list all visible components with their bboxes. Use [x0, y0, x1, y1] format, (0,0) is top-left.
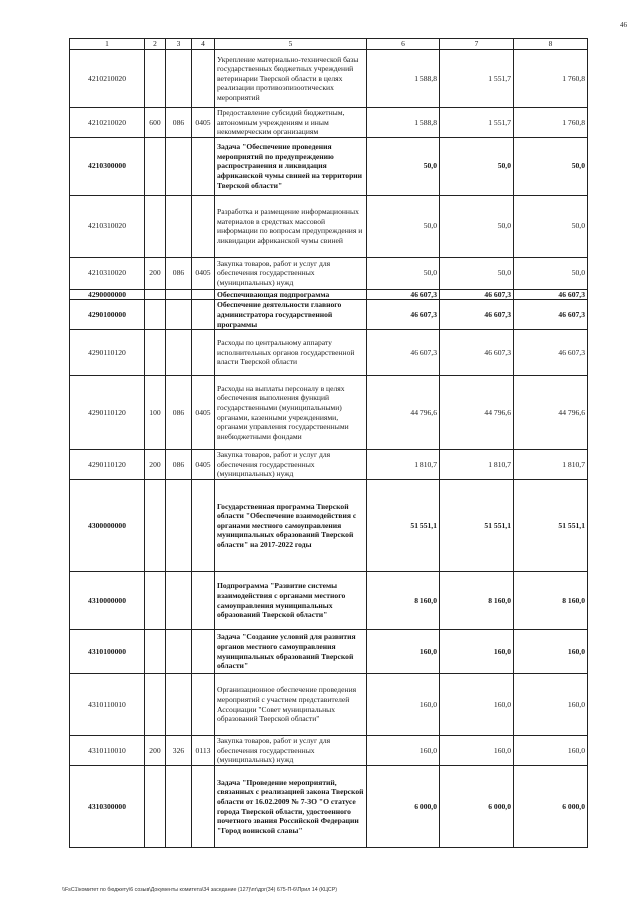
code-cell: 4310110010: [70, 736, 145, 766]
value-col6-cell: 160,0: [367, 630, 440, 674]
value-col7-cell: 50,0: [440, 137, 514, 195]
col2-cell: [145, 137, 166, 195]
value-col7-cell: 1 810,7: [440, 450, 514, 480]
table-row: [70, 300, 588, 330]
col3-cell: 326: [166, 736, 192, 766]
col3-cell: [166, 674, 192, 736]
value-col7-cell: 51 551,1: [440, 480, 514, 572]
value-col6-cell: 8 160,0: [367, 572, 440, 630]
description-cell: Организационное обеспечение проведения мероприятий с участием представителей Ассоциации "Совет муниципальных образований Тверской области": [215, 674, 367, 736]
table-row: [70, 376, 588, 450]
col2-cell: 100: [145, 376, 166, 450]
code-cell: 4290110120: [70, 330, 145, 376]
col4-cell: [192, 300, 215, 330]
value-col8-cell: 44 796,6: [514, 376, 588, 450]
col2-cell: [145, 674, 166, 736]
table-row: [70, 736, 588, 766]
col3-cell: 086: [166, 450, 192, 480]
col2-cell: [145, 480, 166, 572]
description-cell: Закупка товаров, работ и услуг для обеспечения государственных (муниципальных) нужд: [215, 450, 367, 480]
col3-cell: [166, 50, 192, 108]
value-col6-cell: 6 000,0: [367, 766, 440, 848]
col4-cell: [192, 630, 215, 674]
col4-cell: [192, 50, 215, 108]
value-col6-cell: 51 551,1: [367, 480, 440, 572]
description-cell: Предоставление субсидий бюджетным, автономным учреждениям и иным некоммерческим организациям: [215, 108, 367, 138]
value-col8-cell: 160,0: [514, 736, 588, 766]
col2-cell: [145, 572, 166, 630]
value-col6-cell: 160,0: [367, 736, 440, 766]
col3-cell: [166, 480, 192, 572]
value-col6-cell: 50,0: [367, 257, 440, 289]
code-cell: 4310100000: [70, 630, 145, 674]
code-cell: 4210210020: [70, 108, 145, 138]
value-col6-cell: 50,0: [367, 195, 440, 257]
col3-cell: [166, 766, 192, 848]
description-cell: Расходы по центральному аппарату исполнительных органов государственной власти Тверской области: [215, 330, 367, 376]
value-col7-cell: 50,0: [440, 195, 514, 257]
header-cell: 3: [166, 39, 192, 50]
table-row: [70, 137, 588, 195]
value-col8-cell: 50,0: [514, 137, 588, 195]
col3-cell: 086: [166, 108, 192, 138]
table-row: [70, 450, 588, 480]
col4-cell: [192, 674, 215, 736]
value-col7-cell: 160,0: [440, 674, 514, 736]
table-row: [70, 257, 588, 289]
description-cell: Обеспечивающая подпрограмма: [215, 289, 367, 300]
header-cell: 2: [145, 39, 166, 50]
header-cell: 7: [440, 39, 514, 50]
code-cell: 4300000000: [70, 480, 145, 572]
code-cell: 4210300000: [70, 137, 145, 195]
value-col8-cell: 160,0: [514, 630, 588, 674]
value-col6-cell: 46 607,3: [367, 330, 440, 376]
col2-cell: [145, 330, 166, 376]
value-col8-cell: 6 000,0: [514, 766, 588, 848]
value-col6-cell: 160,0: [367, 674, 440, 736]
value-col7-cell: 1 551,7: [440, 108, 514, 138]
table-row: [70, 674, 588, 736]
description-cell: Укрепление материально-технической базы государственных бюджетных учреждений ветеринарии Тверской области в целях реализации противоэпизоотических мероприятий: [215, 50, 367, 108]
table-row: [70, 289, 588, 300]
value-col7-cell: 46 607,3: [440, 330, 514, 376]
col3-cell: 086: [166, 376, 192, 450]
description-cell: Подпрограмма "Развитие системы взаимодействия с органами местного самоуправления муниципальных образований Тверской области": [215, 572, 367, 630]
col4-cell: 0405: [192, 108, 215, 138]
table-row: [70, 630, 588, 674]
footer-file-path: \\FsC1\комитет по бюджету\6 созыв\Документы комитета\34 заседание (127)\пг\дрг(34) 675-П-6\Прил 14 (КЦСР): [62, 887, 338, 893]
value-col7-cell: 50,0: [440, 257, 514, 289]
col4-cell: [192, 137, 215, 195]
code-cell: 4210210020: [70, 50, 145, 108]
col3-cell: [166, 300, 192, 330]
value-col8-cell: 160,0: [514, 674, 588, 736]
value-col7-cell: 160,0: [440, 630, 514, 674]
value-col8-cell: 50,0: [514, 195, 588, 257]
description-cell: Закупка товаров, работ и услуг для обеспечения государственных (муниципальных) нужд: [215, 736, 367, 766]
value-col7-cell: 44 796,6: [440, 376, 514, 450]
code-cell: 4290000000: [70, 289, 145, 300]
col2-cell: 200: [145, 450, 166, 480]
col3-cell: [166, 195, 192, 257]
code-cell: 4310000000: [70, 572, 145, 630]
col2-cell: 600: [145, 108, 166, 138]
value-col6-cell: 1 810,7: [367, 450, 440, 480]
header-row: [70, 39, 588, 50]
header-cell: 1: [70, 39, 145, 50]
value-col6-cell: 46 607,3: [367, 300, 440, 330]
description-cell: Обеспечение деятельности главного администратора государственной программы: [215, 300, 367, 330]
value-col6-cell: 1 588,8: [367, 50, 440, 108]
value-col8-cell: 1 760,8: [514, 50, 588, 108]
description-cell: Задача "Обеспечение проведения мероприятий по предупреждению распространения и ликвидация африканской чумы свиней на территории Тверской области": [215, 137, 367, 195]
col4-cell: [192, 330, 215, 376]
description-cell: Задача "Проведение мероприятий, связанных с реализацией закона Тверской области от 16.02.2009 № 7-ЗО "О статусе города Тверской области, удостоенного почетного звания Российской Федерации "Город воинской славы": [215, 766, 367, 848]
table-row: [70, 480, 588, 572]
col3-cell: [166, 289, 192, 300]
value-col7-cell: 8 160,0: [440, 572, 514, 630]
header-cell: 4: [192, 39, 215, 50]
col4-cell: [192, 766, 215, 848]
value-col8-cell: 1 760,8: [514, 108, 588, 138]
col4-cell: 0405: [192, 257, 215, 289]
value-col8-cell: 46 607,3: [514, 289, 588, 300]
budget-table: [69, 38, 588, 848]
col2-cell: [145, 50, 166, 108]
table-row: [70, 195, 588, 257]
value-col7-cell: 46 607,3: [440, 289, 514, 300]
col2-cell: [145, 195, 166, 257]
header-cell: 6: [367, 39, 440, 50]
col4-cell: 0113: [192, 736, 215, 766]
header-cell: 8: [514, 39, 588, 50]
value-col8-cell: 51 551,1: [514, 480, 588, 572]
col3-cell: [166, 572, 192, 630]
col2-cell: 200: [145, 736, 166, 766]
table-row: [70, 50, 588, 108]
description-cell: Закупка товаров, работ и услуг для обеспечения государственных (муниципальных) нужд: [215, 257, 367, 289]
value-col7-cell: 160,0: [440, 736, 514, 766]
value-col8-cell: 8 160,0: [514, 572, 588, 630]
table-row: [70, 766, 588, 848]
col4-cell: [192, 195, 215, 257]
col3-cell: [166, 630, 192, 674]
table-row: [70, 330, 588, 376]
col4-cell: [192, 480, 215, 572]
col4-cell: 0405: [192, 450, 215, 480]
col2-cell: [145, 630, 166, 674]
value-col6-cell: 1 588,8: [367, 108, 440, 138]
col3-cell: [166, 137, 192, 195]
value-col8-cell: 46 607,3: [514, 330, 588, 376]
code-cell: 4290110120: [70, 376, 145, 450]
value-col8-cell: 46 607,3: [514, 300, 588, 330]
col2-cell: 200: [145, 257, 166, 289]
col2-cell: [145, 766, 166, 848]
header-cell: 5: [215, 39, 367, 50]
value-col6-cell: 44 796,6: [367, 376, 440, 450]
code-cell: 4310110010: [70, 674, 145, 736]
value-col6-cell: 50,0: [367, 137, 440, 195]
code-cell: 4290100000: [70, 300, 145, 330]
value-col8-cell: 1 810,7: [514, 450, 588, 480]
col4-cell: [192, 572, 215, 630]
value-col8-cell: 50,0: [514, 257, 588, 289]
value-col7-cell: 1 551,7: [440, 50, 514, 108]
code-cell: 4290110120: [70, 450, 145, 480]
table-row: [70, 572, 588, 630]
col3-cell: 086: [166, 257, 192, 289]
description-cell: Разработка и размещение информационных материалов в средствах массовой информации по вопросам предупреждения и ликвидации африканской чумы свиней: [215, 195, 367, 257]
col2-cell: [145, 289, 166, 300]
description-cell: Задача "Создание условий для развития органов местного самоуправления муниципальных образований Тверской области": [215, 630, 367, 674]
code-cell: 4210310020: [70, 257, 145, 289]
value-col7-cell: 46 607,3: [440, 300, 514, 330]
code-cell: 4210310020: [70, 195, 145, 257]
description-cell: Государственная программа Тверской области "Обеспечение взаимодействия с органами местного самоуправления муниципальных образований Тверской области" на 2017-2022 годы: [215, 480, 367, 572]
description-cell: Расходы на выплаты персоналу в целях обеспечения выполнения функций государственными (муниципальными) органами, казенными учреждениями, органами управления государственными внебюджетными фондами: [215, 376, 367, 450]
table-row: [70, 108, 588, 138]
col3-cell: [166, 330, 192, 376]
code-cell: 4310300000: [70, 766, 145, 848]
col4-cell: [192, 289, 215, 300]
page-number: 46: [620, 21, 627, 29]
value-col7-cell: 6 000,0: [440, 766, 514, 848]
col4-cell: 0405: [192, 376, 215, 450]
col2-cell: [145, 300, 166, 330]
value-col6-cell: 46 607,3: [367, 289, 440, 300]
